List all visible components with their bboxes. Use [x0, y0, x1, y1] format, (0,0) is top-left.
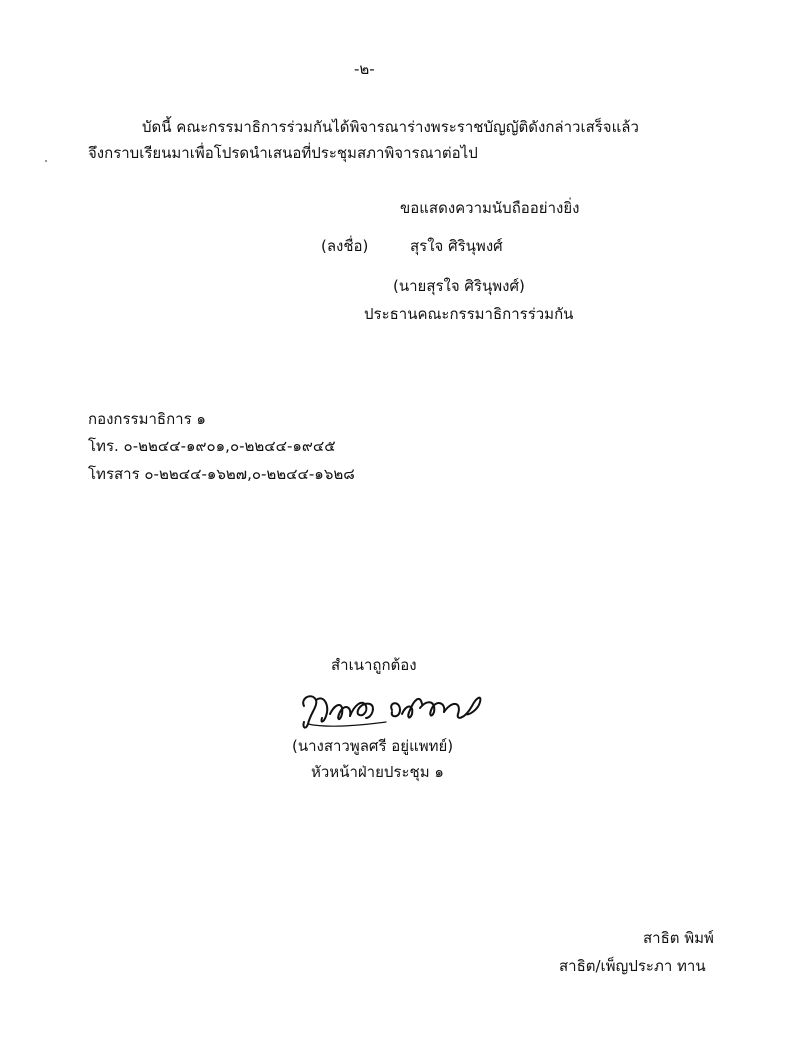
page-number: -๒-: [354, 60, 375, 78]
body-paragraph-line-1: บัดนี้ คณะกรรมาธิการร่วมกันได้พิจารณาร่างพระราชบัญญัติดังกล่าวเสร็จแล้ว: [142, 118, 639, 136]
certification-label: สำเนาถูกต้อง: [331, 656, 417, 674]
body-paragraph-line-2: จึงกราบเรียนมาเพื่อโปรดนำเสนอที่ประชุมสภาพิจารณาต่อไป: [88, 144, 478, 162]
typist-credit: สาธิต พิมพ์: [643, 929, 714, 947]
checker-credit: สาธิต/เพ็ญประภา ทาน: [559, 957, 706, 975]
margin-dot: [45, 160, 47, 162]
signature-name: สุรใจ ศิรินุพงศ์: [410, 237, 503, 255]
contact-fax: โทรสาร ๐-๒๒๔๔-๑๖๒๗,๐-๒๒๔๔-๑๖๒๘: [88, 465, 355, 483]
signature-icon: [296, 684, 496, 734]
certifier-title: หัวหน้าฝ่ายประชุม ๑: [311, 763, 444, 781]
signature-label: (ลงชื่อ): [321, 237, 369, 255]
handwritten-signature: [296, 684, 496, 734]
signer-full-name: (นายสุรใจ ศิรินุพงศ์): [393, 277, 525, 295]
closing-phrase: ขอแสดงความนับถืออย่างยิ่ง: [400, 199, 580, 217]
certifier-full-name: (นางสาวพูลศรี อยู่แพทย์): [292, 737, 454, 755]
contact-department: กองกรรมาธิการ ๑: [88, 410, 206, 428]
contact-telephone: โทร. ๐-๒๒๔๔-๑๙๐๑,๐-๒๒๔๔-๑๙๔๕: [88, 437, 336, 455]
signer-title: ประธานคณะกรรมาธิการร่วมกัน: [364, 305, 574, 323]
